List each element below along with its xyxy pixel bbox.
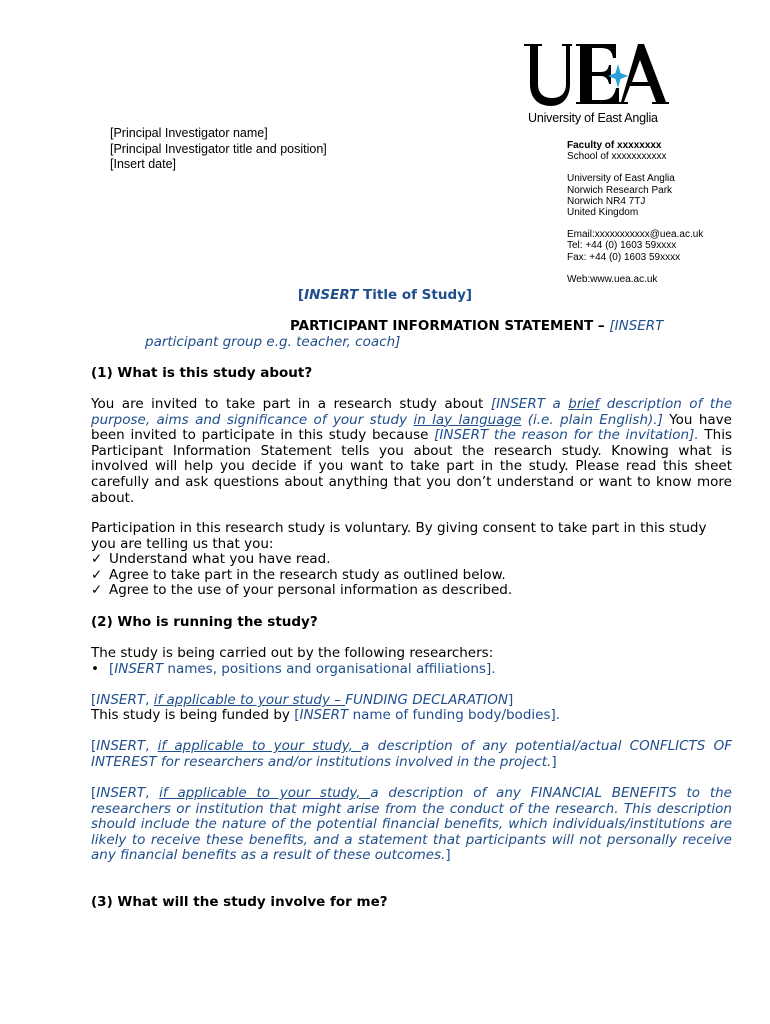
- address-university: University of East Anglia: [567, 173, 675, 185]
- faculty: Faculty of xxxxxxxx: [567, 140, 662, 151]
- address-email: Email:xxxxxxxxxxx@uea.ac.uk: [567, 229, 704, 241]
- check-icon: ✓: [91, 551, 103, 567]
- section-1-heading: (1) What is this study about?: [91, 365, 313, 381]
- section-2-heading: (2) Who is running the study?: [91, 614, 318, 630]
- address-park: Norwich Research Park: [567, 184, 673, 196]
- list-item: ✓ Understand what you have read.: [91, 551, 331, 567]
- researchers-intro: The study is being carried out by the following researchers:: [91, 645, 494, 661]
- list-item: ✓ Agree to the use of your personal information as described.: [91, 582, 513, 599]
- consent-list: [91, 552, 732, 599]
- list-item: ✓ Agree to take part in the research study as outlined below.: [91, 566, 506, 583]
- address-block: [567, 140, 703, 285]
- logo-caption: University of East Anglia: [528, 111, 658, 125]
- study-title: [INSERT Title of Study]: [297, 287, 473, 303]
- funding-declaration: [INSERT, if applicable to your study – FUNDING DECLARATION]: [91, 692, 514, 708]
- pi-date: [Insert date]: [110, 157, 177, 171]
- address-city: Norwich NR4 7TJ: [567, 195, 646, 207]
- address-web: Web:www.uea.ac.uk: [567, 273, 658, 285]
- financial-benefits: [INSERT, if applicable to your study, a description of any FINANCIAL BENEFITS to the researchers or institution that might arise from the conduct of the research. This description should include the nature of the potential financial benefits, which individuals/institutions are likely to receive these benefits, and a statement that participants will not personally receive any financial benefits as a result of these outcomes.]: [91, 785, 732, 864]
- address-fax: Fax: +44 (0) 1603 59xxxx: [567, 251, 681, 263]
- check-icon: ✓: [91, 582, 103, 599]
- funding-statement: This study is being funded by [INSERT name of funding body/bodies].: [91, 707, 561, 723]
- bullet-icon: •: [91, 661, 99, 677]
- school: School of xxxxxxxxxxx: [567, 151, 667, 163]
- address-country: United Kingdom: [567, 207, 639, 219]
- researchers-list-item: • [INSERT names, positions and organisational affiliations].: [91, 661, 496, 677]
- investigator-block: [110, 126, 327, 173]
- conflicts-of-interest: [INSERT, if applicable to your study, a description of any potential/actual CONFLICTS OF INTEREST for researchers and/or institutions involved in the project.]: [91, 738, 732, 770]
- address-tel: Tel: +44 (0) 1603 59xxxx: [567, 240, 677, 252]
- section-1-paragraph: You are invited to take part in a research study about [INSERT a brief description of the purpose, aims and significance of your study in lay language (i.e. plain English).] You have been invited to participate in this study because [INSERT the reason for the invitation]. This Participant Information Statement tells you about the research study. Knowing what is involved will help you decide if you want to take part in the study. Please read this sheet carefully and ask questions about anything that you don’t understand or want to know more about.: [91, 396, 732, 506]
- pi-name: [Principal Investigator name]: [110, 126, 268, 140]
- pi-title: [Principal Investigator title and position]: [110, 141, 327, 156]
- pis-heading: PARTICIPANT INFORMATION STATEMENT – [INSERT participant group e.g. teacher, coach]: [145, 318, 664, 350]
- uea-wordmark: [520, 40, 670, 110]
- section-3-heading: (3) What will the study involve for me?: [91, 894, 388, 910]
- check-icon: ✓: [91, 566, 103, 583]
- voluntary-paragraph: Participation in this research study is voluntary. By giving consent to take part in this study you are telling us that you:: [91, 520, 707, 552]
